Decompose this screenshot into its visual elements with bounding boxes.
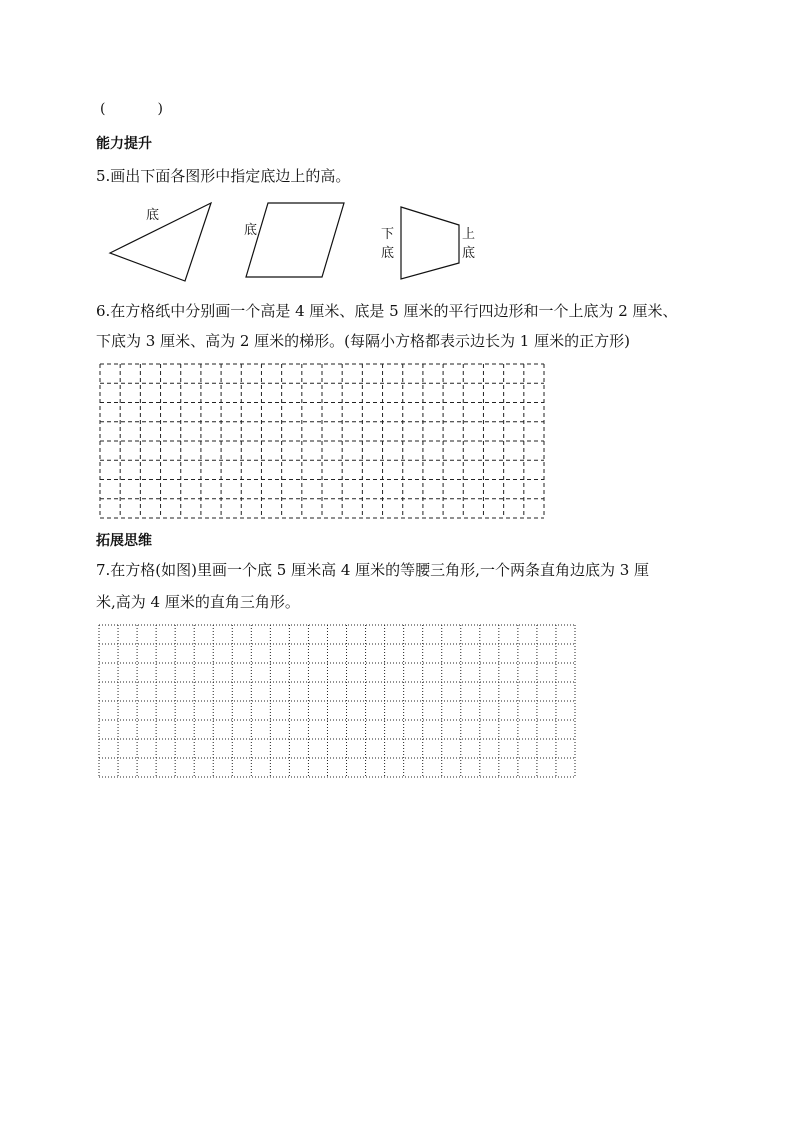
question-5-text: 5.画出下面各图形中指定底边上的高。: [96, 167, 351, 185]
question-6-line-2: 下底为 3 厘米、高为 2 厘米的梯形。(每隔小方格都表示边长为 1 厘米的正方形): [96, 332, 630, 350]
question-7-dotted-grid[interactable]: [98, 624, 576, 778]
question-5-figures: [0, 0, 794, 300]
question-7-line-2: 米,高为 4 厘米的直角三角形。: [96, 593, 300, 611]
section-heading-extension: 拓展思维: [96, 533, 152, 549]
paren-close: ): [157, 101, 163, 117]
section-heading-ability: 能力提升: [96, 136, 152, 152]
question-6-dashed-grid[interactable]: [99, 363, 545, 519]
trapezoid-lower-label-2: 底: [381, 246, 395, 261]
parallelogram-shape: [246, 203, 344, 277]
paren-open: (: [100, 101, 106, 117]
trapezoid-upper-label-1: 上: [462, 227, 476, 242]
parallelogram-base-label: 底: [244, 223, 258, 238]
trapezoid-shape: [401, 207, 459, 279]
question-6-line-1: 6.在方格纸中分别画一个高是 4 厘米、底是 5 厘米的平行四边形和一个上底为 2 厘米、: [96, 302, 678, 320]
triangle-base-label: 底: [146, 208, 160, 223]
question-7-line-1: 7.在方格(如图)里画一个底 5 厘米高 4 厘米的等腰三角形,一个两条直角边底为 3 厘: [96, 561, 650, 579]
trapezoid-upper-label-2: 底: [462, 246, 476, 261]
trapezoid-lower-label-1: 下: [381, 227, 395, 242]
triangle-shape: [110, 203, 211, 281]
